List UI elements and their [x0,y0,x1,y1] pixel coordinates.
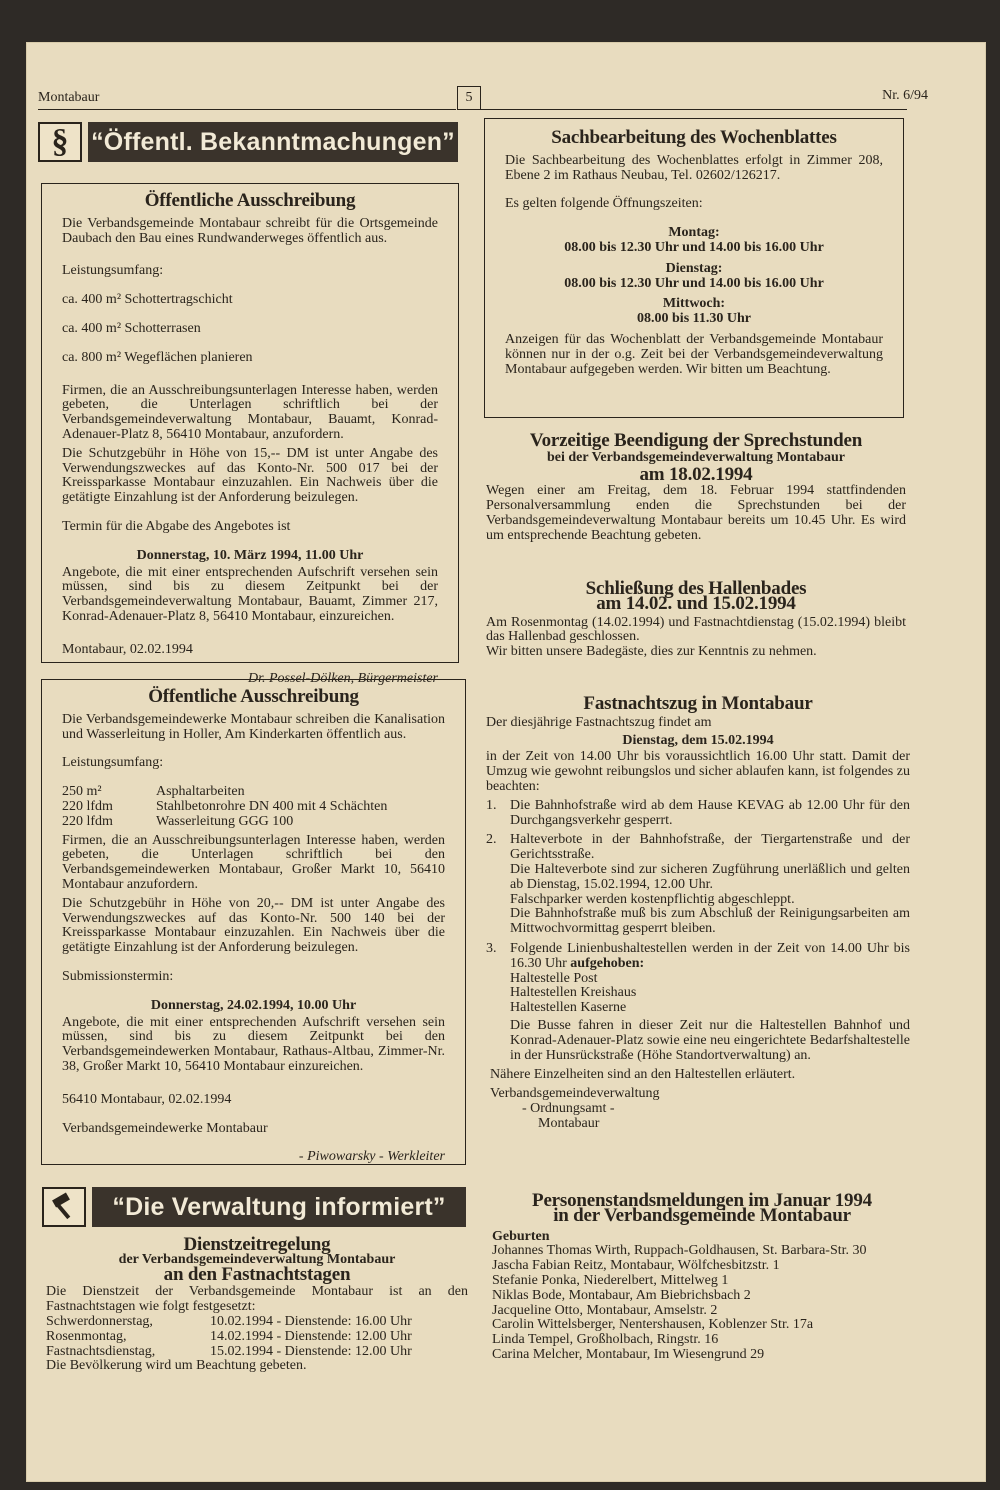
notice-paragraph: Firmen, die an Ausschreibungsunterlagen Interesse haben, werden gebeten, die Unterlagen schriftlich bei der Verbandsgemeindeverwaltung Montabaur, Bauamt, Konrad-Adenauer-Platz 8, 56410 Montabaur, anzufordern. [62,382,438,442]
list-item: 1. Die Bahnhofstraße wird ab dem Hause KEVAG ab 12.00 Uhr für den Durchgangsverkehr gesperrt. [486,797,910,828]
notice-paragraph: Submissionstermin: [62,968,174,984]
notice-org: Verbandsgemeindewerke Montabaur [62,1120,268,1136]
article-date: am 18.02.1994 [639,463,753,485]
deadline-date: Donnerstag, 10. März 1994, 11.00 Uhr [136,547,364,563]
schedule-row: Schwerdonnerstag, 10.02.1994 - Dienstende: 16.00 Uhr [46,1313,412,1329]
birth-entry: Jacqueline Otto, Montabaur, Amselstr. 2 [492,1302,718,1318]
newspaper-page [26,42,986,1482]
notice-intro: Die Verbandsgemeindewerke Montabaur schreiben die Kanalisation und Wasserleitung in Holler, Am Kinderkarten öffentlich aus. [62,711,445,742]
scope-row: 220 lfdm Wasserleitung GGG 100 [62,813,294,829]
header-town: Montabaur [38,90,100,105]
notice-title: Öffentliche Ausschreibung [144,190,356,211]
notice-paragraph: Firmen, die an Ausschreibungsunterlagen Interesse haben, werden gebeten, die Unterlagen schriftlich bei den Verbandsgemeindewerken Montabaur, Großer Markt 10, 56410 Montabaur anzufordern. [62,832,445,892]
article-org: Verbandsgemeindeverwaltung [490,1086,660,1102]
article-text: Wir bitten unsere Badegäste, dies zur Kenntnis zu nehmen. [486,644,817,660]
article-title: Dienstzeitregelung [183,1234,331,1255]
notice-paragraph: Die Schutzgebühr in Höhe von 20,-- DM ist unter Angabe des Verwendungszweckes auf das Konto-Nr. 500 140 bei der Kreissparkasse Montabaur einzuzahlen. Ein Nachweis über die getätigte Einzahlung ist der Anforderung beizulegen. [62,895,445,956]
scope-label: Leistungsumfang: [62,263,164,279]
scope-row: 220 lfdm Stahlbetonrohre DN 400 mit 4 Schächten [62,798,388,814]
opening-hours: 08.00 bis 11.30 Uhr [637,311,751,327]
notice-paragraph: Termin für die Abgabe des Angebotes ist [62,518,291,534]
section-title: “Öffentl. Bekanntmachungen” [88,122,458,162]
list-item: 2. Halteverbote in der Bahnhofstraße, der Tiergartenstraße und der Gerichtsstraße. Die Halteverbote sind zur sicheren Zugführung unerläßlich und gelten ab Dienstag, 15.02.1994, 12.00 Uhr. Falschparker werden kostenpflichtig abgeschleppt. Die Bahnhofstraße muß bis zum Abschluß der Reinigungsarbeiten am Mittwochvormittag gesperrt bleiben. [486,832,910,937]
list-item: 3. Folgende Linienbushaltestellen werden in der Zeit von 14.00 Uhr bis 16.30 Uhr aufgehoben: Haltestelle Post Haltestellen Kreishaus Haltestellen Kaserne Die Busse fahren in dieser Zeit nur die Haltestellen Bahnhof und Konrad-Adenauer-Platz sowie eine neu eingerichtete Bedarfshaltestelle in der Hunsrückstraße (Höhe Standortverwaltung) an. [486,940,910,1063]
article-subtitle-large: an den Fastnachtstagen [163,1263,351,1285]
article-title: Personenstandsmeldungen im Januar 1994 [532,1190,872,1211]
box-text: Anzeigen für das Wochenblatt der Verbandsgemeinde Montabaur können nur in der o.g. Zeit bei der Verbandsgemeindeverwaltung Montabaur aufgegeben werden. Wir bitten um Beachtung. [505,331,883,377]
paragraph-icon: § [38,122,82,162]
article-dienstzeit [46,1234,468,1374]
opening-day: Mittwoch: [662,296,726,312]
article-org: Montabaur [538,1115,600,1131]
article-title-date: am 14.02. und 15.02.1994 [596,592,796,614]
scope-item: ca. 800 m² Wegeflächen planieren [62,349,253,365]
notice-intro: Die Verbandsgemeinde Montabaur schreibt für die Ortsgemeinde Daubach den Bau eines Rundwanderweges öffentlich aus. [62,215,438,246]
birth-entry: Johannes Thomas Wirth, Ruppach-Goldhausen, St. Barbara-Str. 30 [492,1243,867,1259]
section-title: “Die Verwaltung informiert” [92,1187,466,1227]
article-text: Die Dienstzeit der Verbandsgemeinde Montabaur ist an den Fastnachtstagen wie folgt festgesetzt: [46,1284,468,1315]
article-text: Der diesjährige Fastnachtszug findet am [486,714,712,730]
gavel-icon [42,1187,86,1227]
notice-paragraph: Angebote, die mit einer entsprechenden Aufschrift versehen sein müssen, sind bis zu diesem Zeitpunkt bei der Verbandsgemeindeverwaltung Montabaur, Bauamt, Zimmer 217, Konrad-Adenauer-Platz 8, 56410 Montabaur, einzureichen. [62,564,438,624]
article-text: Die Bevölkerung wird um Beachtung gebeten. [46,1358,307,1374]
birth-entry: Carina Melcher, Montabaur, Im Wiesengrund 29 [492,1346,765,1362]
box-text: Es gelten folgende Öffnungszeiten: [505,196,703,212]
article-text: Nähere Einzelheiten sind an den Haltestellen erläutert. [490,1067,796,1083]
scope-item: ca. 400 m² Schottertragschicht [62,292,233,308]
article-subtitle: bei der Verbandsgemeindeverwaltung Montabaur [546,449,846,465]
notice-paragraph: Angebote, die mit einer entsprechenden Aufschrift versehen sein müssen, sind bis zu diesem Zeitpunkt bei den Verbandsgemeindewerken Montabaur, Rathaus-Altbau, Zimmer-Nr. 38, Großer Markt 10, 56410 Montabaur einzureichen. [62,1014,445,1074]
article-title: Schließung des Hallenbades [585,578,807,599]
box-title: Sachbearbeitung des Wochenblattes [551,127,837,148]
page-number: 5 [457,86,481,110]
birth-entry: Niklas Bode, Montabaur, Am Biebrichsbach 2 [492,1287,751,1303]
box-sachbearbeitung [484,118,904,418]
article-text: Am Rosenmontag (14.02.1994) und Fastnachtdienstag (15.02.1994) bleibt das Hallenbad geschlossen. [486,614,906,645]
schedule-row: Fastnachtsdienstag, 15.02.1994 - Dienstende: 12.00 Uhr [46,1343,412,1359]
birth-entry: Jascha Fabian Reitz, Montabaur, Wölfchesbitzstr. 1 [492,1258,780,1274]
notice-place-date: Montabaur, 02.02.1994 [62,641,193,657]
article-title: Fastnachtszug in Montabaur [583,693,813,714]
scope-item: ca. 400 m² Schotterrasen [62,320,201,336]
birth-entry: Carolin Wittelsberger, Nentershausen, Koblenzer Str. 17a [492,1317,814,1333]
notice-box-daubach [41,183,459,686]
notice-place-date: 56410 Montabaur, 02.02.1994 [62,1091,232,1107]
article-text: in der Zeit von 14.00 Uhr bis voraussichtlich 16.00 Uhr statt. Damit der Umzug wie gewohnt reibungslos und sicher ablaufen kann, ist folgendes zu beachten: [486,749,910,794]
article-title: Vorzeitige Beendigung der Sprechstunden [529,430,863,451]
article-title: in der Verbandsgemeinde Montabaur [553,1204,851,1226]
births-label: Geburten [492,1228,550,1244]
article-hallenbad [486,578,906,660]
notice-paragraph: Die Schutzgebühr in Höhe von 15,-- DM ist unter Angabe des Verwendungszweckes auf das Konto-Nr. 500 017 bei der Kreissparkasse Montabaur einzuzahlen. Ein Nachweis über die getätigte Einzahlung ist der Anforderung beizulegen. [62,445,438,506]
opening-day: Montag: [668,225,720,241]
opening-hours: 08.00 bis 12.30 Uhr und 14.00 bis 16.00 Uhr [564,239,824,255]
header-rule-right [481,109,907,110]
article-org: - Ordnungsamt - [522,1100,615,1116]
submission-date: Donnerstag, 24.02.1994, 10.00 Uhr [150,997,357,1013]
parade-date: Dienstag, dem 15.02.1994 [622,732,774,748]
opening-day: Dienstag: [665,260,723,276]
opening-hours: 08.00 bis 12.30 Uhr und 14.00 bis 16.00 Uhr [564,275,824,291]
header-rule-left [38,109,456,110]
article-personenstand [492,1190,912,1363]
scope-label: Leistungsumfang: [62,755,164,771]
birth-entry: Linda Tempel, Großholbach, Ringstr. 16 [492,1332,719,1348]
box-text: Die Sachbearbeitung des Wochenblattes erfolgt in Zimmer 208, Ebene 2 im Rathaus Neubau, Tel. 02602/126217. [505,152,883,183]
article-fastnachtszug [486,693,910,1132]
notice-box-holler [41,679,466,1165]
article-sprechstunden [486,430,906,544]
notice-signature: - Piwowarsky - Werkleiter [298,1149,445,1165]
notice-title: Öffentliche Ausschreibung [148,686,359,707]
issue-number: Nr. 6/94 [882,88,928,103]
article-subtitle: der Verbandsgemeindeverwaltung Montabaur [118,1251,396,1267]
schedule-row: Rosenmontag, 14.02.1994 - Dienstende: 12.00 Uhr [46,1328,412,1344]
section-banner-bekanntmachungen [38,122,458,162]
article-text: Wegen einer am Freitag, dem 18. Februar 1994 stattfindenden Personalversammlung enden die Sprechstunden bei der Verbandsgemeindeverwaltung Montabaur bereits um 10.45 Uhr. Es wird um entsprechende Beachtung gebeten. [486,483,906,543]
section-banner-verwaltung [42,1187,466,1227]
scope-row: 250 m² Asphaltarbeiten [62,784,245,800]
notice-signature: Dr. Possel-Dölken, Bürgermeister [247,670,438,686]
birth-entry: Stefanie Ponka, Niederelbert, Mittelweg 1 [492,1272,729,1288]
